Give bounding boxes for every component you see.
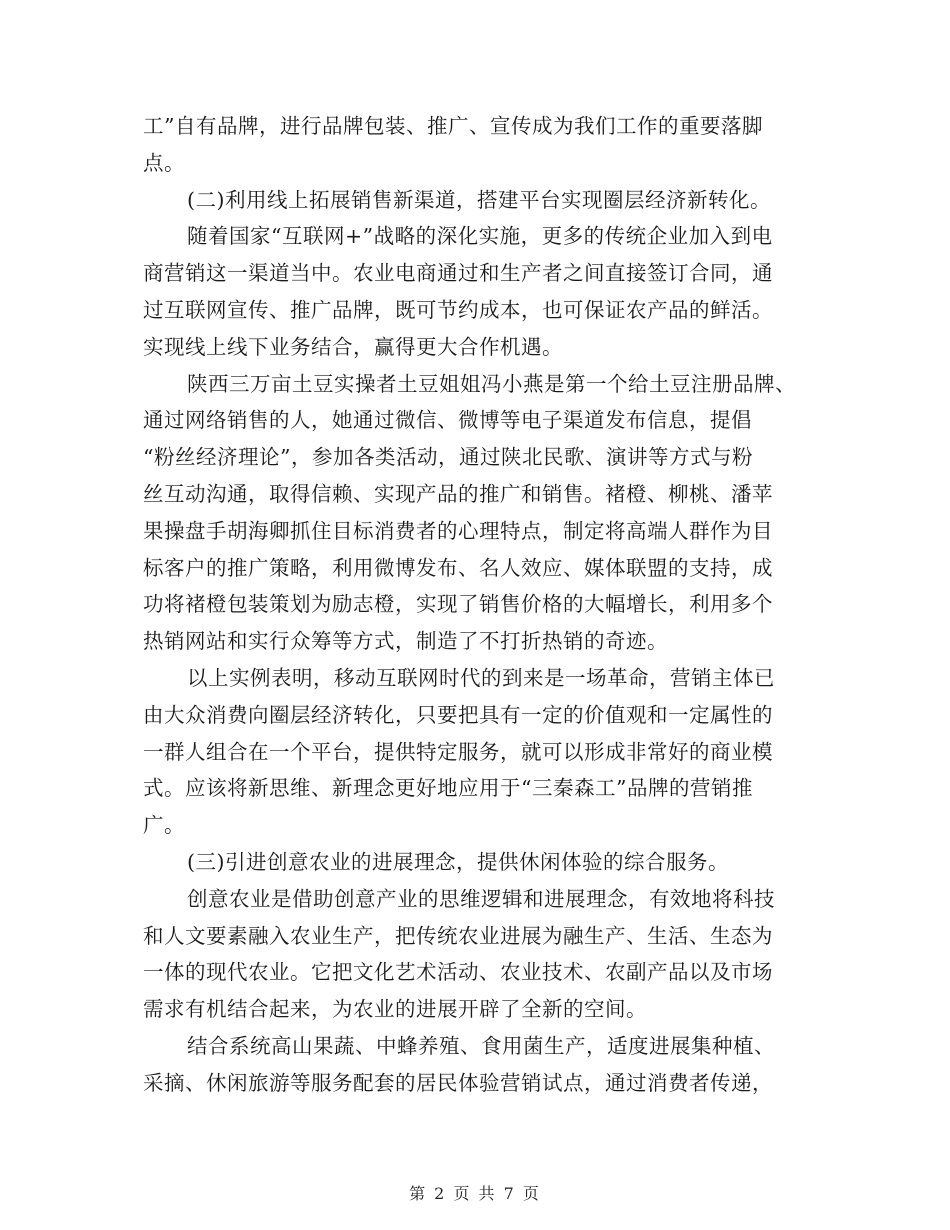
text-line: 由大众消费向圈层经济转化，只要把具有一定的价值观和一定属性的	[143, 702, 773, 727]
text-line: 和人文要素融入农业生产，把传统农业进展为融生产、生活、生态为	[143, 923, 773, 948]
page-footer: 第 2 页 共 7 页	[409, 1184, 541, 1203]
text-line: 广。	[143, 813, 185, 838]
text-line: 标客户的推广策略，利用微博发布、名人效应、媒体联盟的支持，成	[143, 555, 773, 580]
text-line: 需求有机结合起来，为农业的进展开辟了全新的空间。	[143, 997, 647, 1022]
text-line: 功将褚橙包装策划为励志橙，实现了销售价格的大幅增长，利用多个	[143, 592, 773, 617]
text-line: 工”自有品牌，进行品牌包装、推广、宣传成为我们工作的重要落脚	[143, 114, 763, 138]
text-line: 一群人组合在一个平台，提供特定服务，就可以形成非常好的商业模	[143, 739, 773, 764]
text-line: 式。应该将新思维、新理念更好地应用于“三秦森工”品牌的营销推	[143, 776, 753, 801]
text-line: 陕西三万亩土豆实操者土豆姐姐冯小燕是第一个给土豆注册品牌、	[187, 371, 796, 396]
body-text	[143, 108, 813, 1102]
text-line: 结合系统高山果蔬、中蜂养殖、食用菌生产，适度进展集种植、	[187, 1033, 775, 1058]
text-line: 一体的现代农业。它把文化艺术活动、农业技术、农副产品以及市场	[143, 960, 773, 985]
section-heading: (二)利用线上拓展销售新渠道，搭建平台实现圈层经济新转化。	[187, 187, 771, 212]
text-line: 随着国家“互联网+”战略的深化实施，更多的传统企业加入到电	[187, 224, 773, 249]
section-heading: (三)引进创意农业的进展理念，提供休闲体验的综合服务。	[187, 849, 729, 874]
text-line: 过互联网宣传、推广品牌，既可节约成本，也可保证农产品的鲜活。	[143, 297, 773, 322]
text-line: 热销网站和实行众筹等方式，制造了不打折热销的奇迹。	[143, 629, 668, 654]
text-line: 实现线上线下业务结合，赢得更大合作机遇。	[143, 334, 563, 359]
text-line: 果操盘手胡海卿抓住目标消费者的心理特点，制定将高端人群作为目	[143, 518, 773, 543]
text-line: 以上实例表明，移动互联网时代的到来是一场革命，营销主体已	[187, 665, 775, 690]
text-line: 点。	[143, 150, 185, 175]
text-line: 丝互动沟通，取得信赖、实现产品的推广和销售。褚橙、柳桃、潘苹	[143, 481, 773, 506]
text-line: 采摘、休闲旅游等服务配套的居民体验营销试点，通过消费者传递，	[143, 1070, 773, 1095]
text-line: 创意农业是借助创意产业的思维逻辑和进展理念，有效地将科技	[187, 886, 775, 911]
text-line: “粉丝经济理论”，参加各类活动，通过陕北民歌、演讲等方式与粉	[143, 445, 753, 470]
text-line: 通过网络销售的人，她通过微信、微博等电子渠道发布信息，提倡	[143, 408, 752, 433]
text-line: 商营销这一渠道当中。农业电商通过和生产者之间直接签订合同，通	[143, 261, 773, 286]
